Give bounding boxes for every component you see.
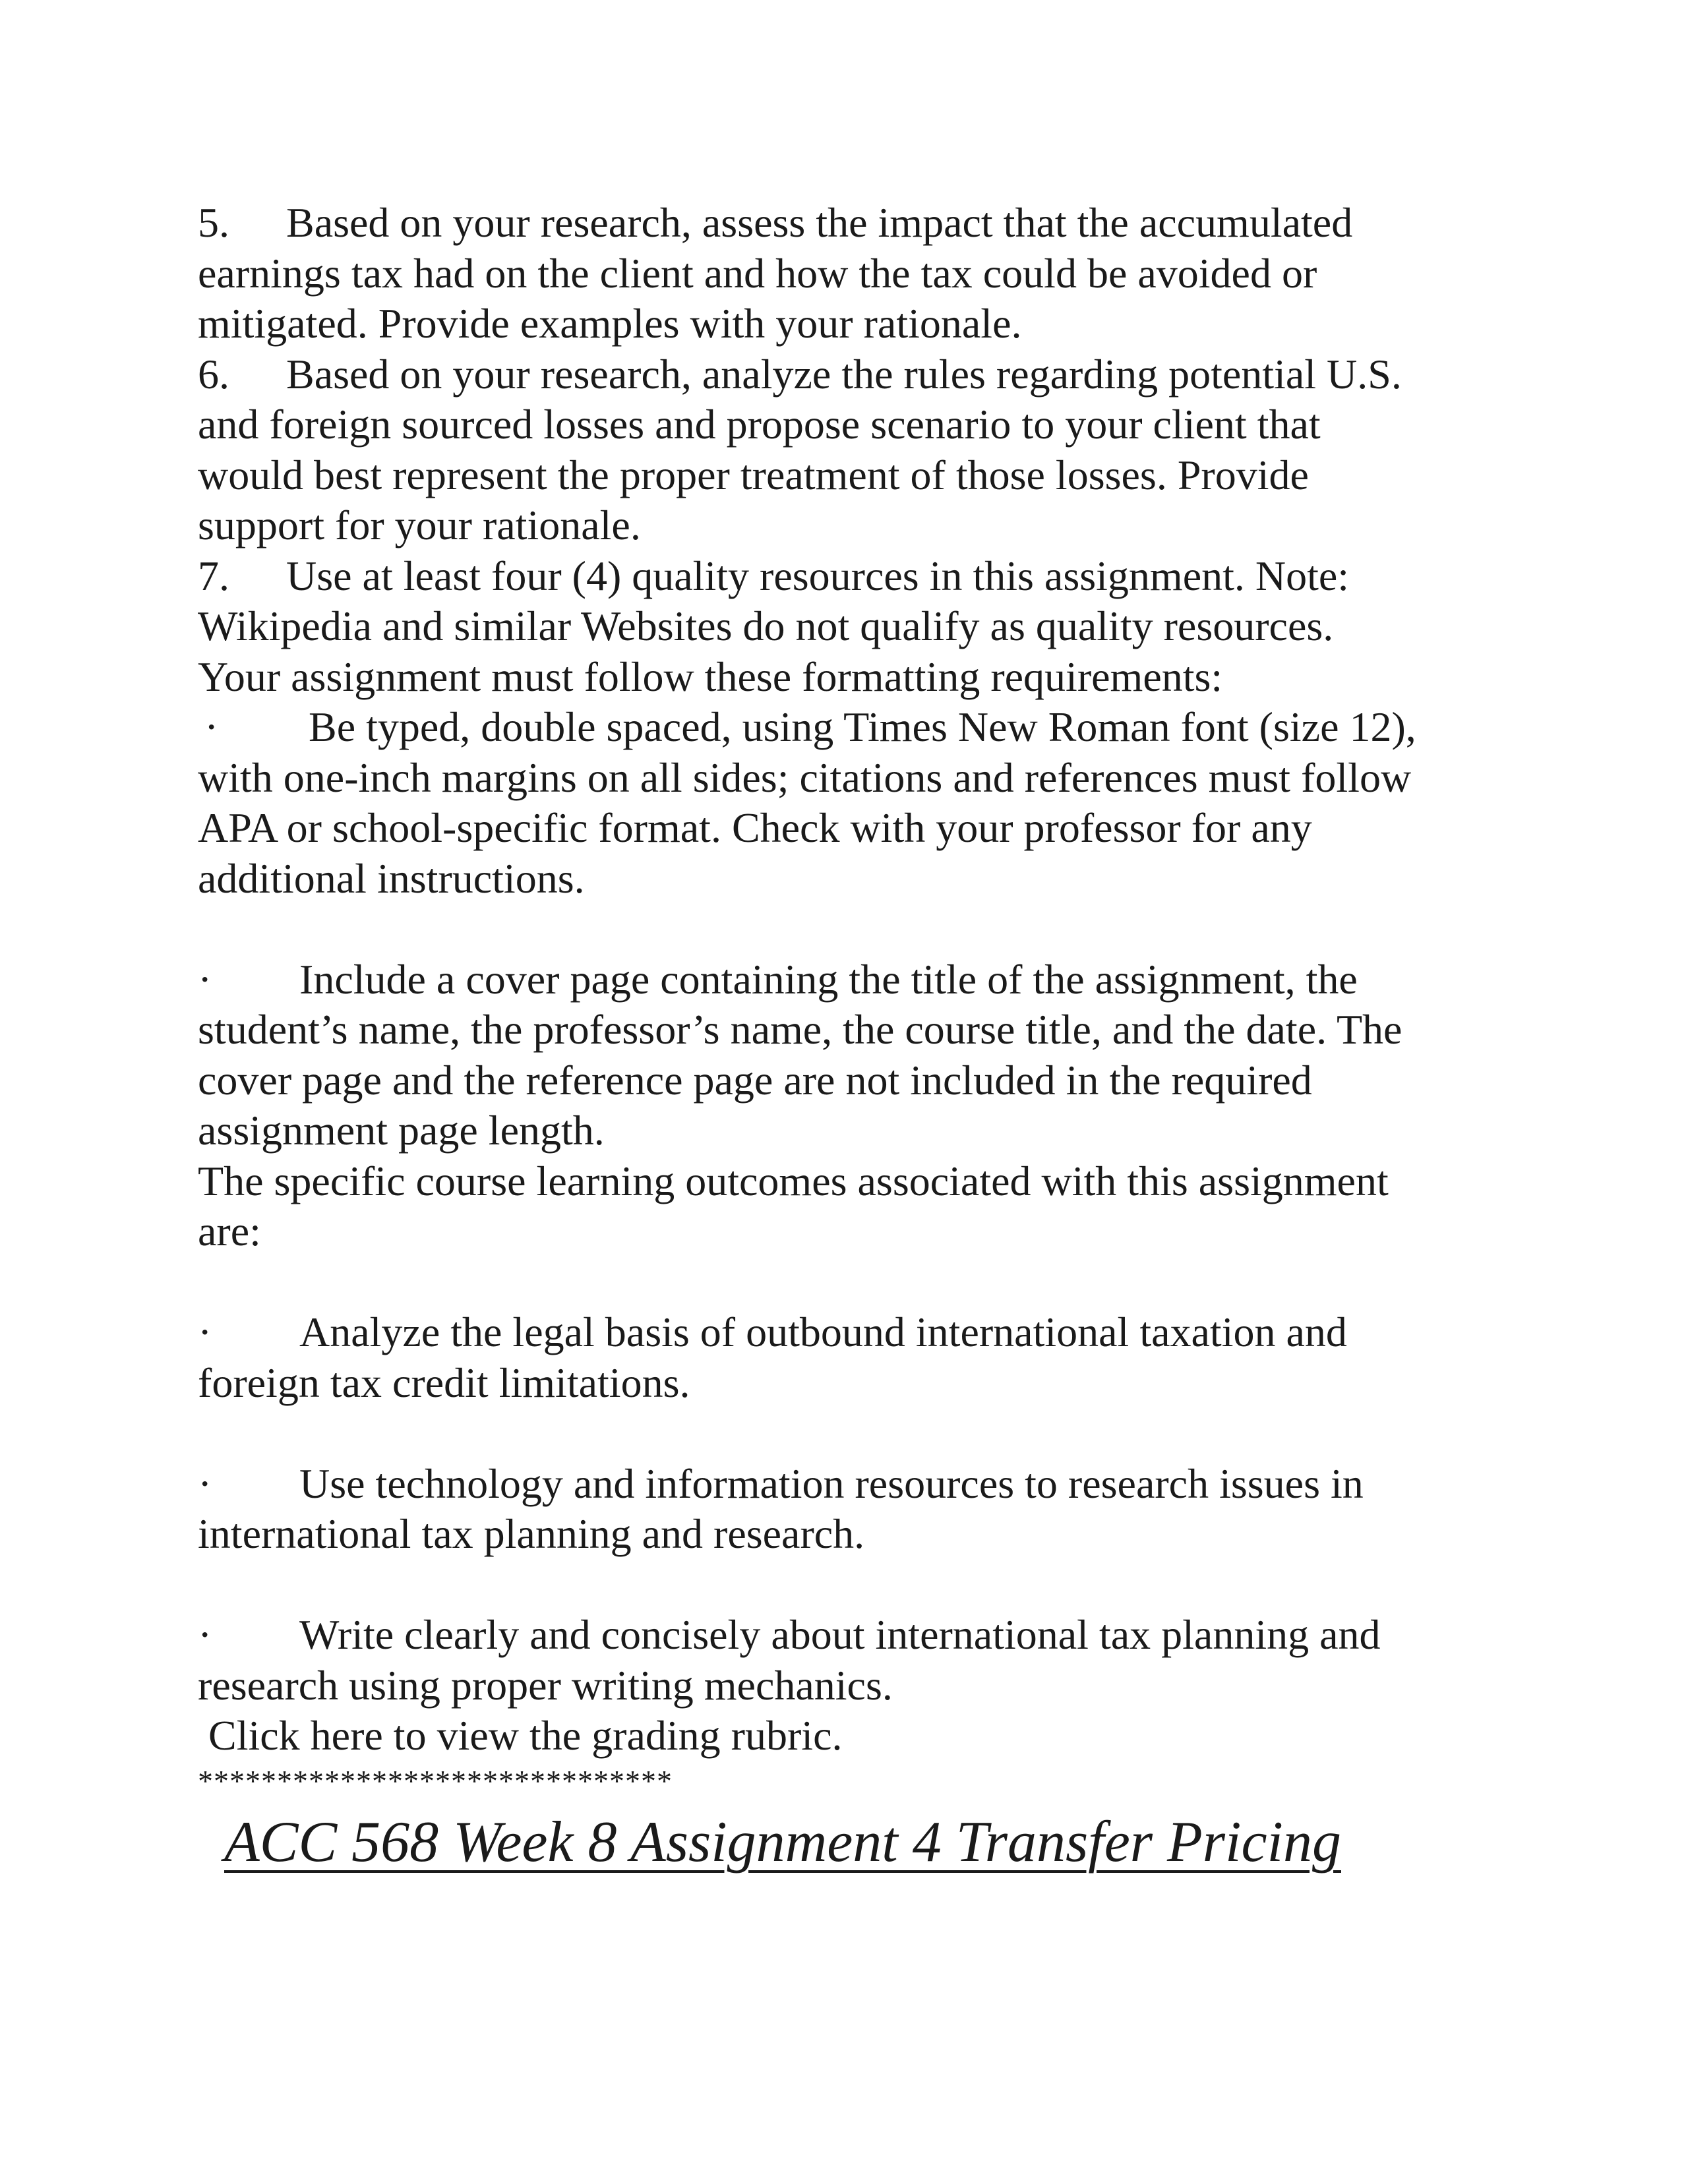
formatting-bullet-1-line-3: APA or school-specific format. Check with your professor for any <box>198 804 1312 851</box>
item-7-number: 7. <box>198 552 229 599</box>
item-5-line-3: mitigated. Provide examples with your rationale. <box>198 300 1022 347</box>
spacer <box>198 1408 1490 1459</box>
bullet-icon: · <box>198 1309 212 1355</box>
item-6-number: 6. <box>198 350 229 398</box>
item-6-line-3: would best represent the proper treatment of those losses. Provide <box>198 451 1309 498</box>
outcome-bullet-3-line-2: research using proper writing mechanics. <box>198 1661 893 1709</box>
bullet-icon: · <box>198 1460 212 1507</box>
bullet-icon: · <box>198 955 212 1003</box>
bullet-icon: · <box>198 1611 212 1658</box>
formatting-intro: Your assignment must follow these formatting requirements: <box>198 653 1223 700</box>
formatting-bullet-2-line-4: assignment page length. <box>198 1107 605 1154</box>
formatting-bullet-2-line-2: student’s name, the professor’s name, the course title, and the date. The <box>198 1006 1402 1053</box>
item-6-line-2: and foreign sourced losses and propose scenario to your client that <box>198 401 1321 448</box>
outcome-bullet-2-line-2: international tax planning and research. <box>198 1510 865 1557</box>
item-5-number: 5. <box>198 199 229 246</box>
next-assignment-heading: ACC 568 Week 8 Assignment 4 Transfer Pricing <box>224 1810 1341 1874</box>
outcomes-intro-line-2: are: <box>198 1208 261 1254</box>
formatting-bullet-1-line-2: with one-inch margins on all sides; citations and references must follow <box>198 753 1412 801</box>
outcome-bullet-1-line-2: foreign tax credit limitations. <box>198 1359 690 1406</box>
spacer <box>198 1560 1490 1610</box>
grading-rubric-link[interactable]: Click here to view the grading rubric. <box>208 1712 843 1759</box>
formatting-bullet-2-line-3: cover page and the reference page are not included in the required <box>198 1056 1312 1104</box>
separator-line: ****************************** <box>198 1763 673 1798</box>
outcome-bullet-3-line-1: · Write clearly and concisely about international tax planning and <box>198 1610 1490 1661</box>
item-7-line-2: Wikipedia and similar Websites do not qualify as quality resources. <box>198 603 1334 649</box>
bullet-icon: · <box>204 703 219 750</box>
item-5-line-2: earnings tax had on the client and how the tax could be avoided or <box>198 249 1317 297</box>
document-body <box>198 198 1490 1801</box>
outcomes-intro-line-1: The specific course learning outcomes associated with this assignment <box>198 1157 1389 1204</box>
spacer <box>198 904 1490 955</box>
outcome-bullet-2-line-1: · Use technology and information resources to research issues in <box>198 1459 1490 1510</box>
formatting-bullet-1-line-1: · Be typed, double spaced, using Times New Roman font (size 12), <box>198 702 1490 753</box>
item-7-line-1: 7. Use at least four (4) quality resources in this assignment. Note: <box>198 551 1490 602</box>
formatting-bullet-2-line-1: · Include a cover page containing the title of the assignment, the <box>198 955 1490 1005</box>
formatting-bullet-1-line-4: additional instructions. <box>198 854 585 902</box>
spacer <box>198 1257 1490 1308</box>
item-6-line-1: 6. Based on your research, analyze the rules regarding potential U.S. <box>198 349 1490 400</box>
item-6-line-4: support for your rationale. <box>198 502 641 548</box>
item-5-line-1: 5. Based on your research, assess the impact that the accumulated <box>198 198 1490 249</box>
outcome-bullet-1-line-1: · Analyze the legal basis of outbound international taxation and <box>198 1307 1490 1358</box>
